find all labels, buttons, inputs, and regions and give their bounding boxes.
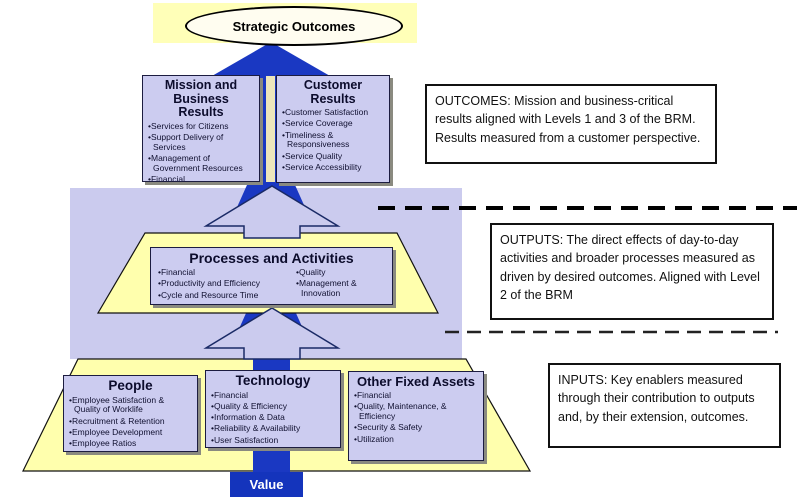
bullet-item: • Employee Satisfaction & Quality of Worklife xyxy=(69,396,192,416)
bullet-item: • Financial xyxy=(354,391,478,401)
bullet-item: • Service Quality xyxy=(282,152,384,162)
people-box-items xyxy=(69,396,192,449)
bullet-item: • Information & Data xyxy=(211,413,335,423)
outcomes-note: OUTCOMES: Mission and business-critical results aligned with Levels 1 and 3 of the BRM. Results measured from a customer perspective. xyxy=(425,84,717,164)
other-fixed-assets-box-items xyxy=(354,391,478,444)
technology-box-title: Technology xyxy=(235,373,311,388)
mission-box-title: Mission and Business Results xyxy=(164,78,238,119)
technology-box xyxy=(205,370,341,448)
strategic-outcomes-label: Strategic Outcomes xyxy=(232,18,356,34)
bullet-item: • Financial xyxy=(158,268,296,278)
mission-box-items xyxy=(148,122,254,183)
mission-business-results-box xyxy=(142,75,260,182)
technology-box-items xyxy=(211,391,335,446)
bullet-item: • Cycle and Resource Time xyxy=(158,291,296,301)
processes-box-title: Processes and Activities xyxy=(189,250,354,266)
bullet-item: • Service Coverage xyxy=(282,119,384,129)
bullet-item: • Reliability & Availability xyxy=(211,424,335,434)
value-bar xyxy=(230,472,303,497)
people-box xyxy=(63,375,198,452)
bullet-item: • Employee Development xyxy=(69,428,192,438)
bullet-item: • Employee Ratios xyxy=(69,439,192,449)
people-box-title: People xyxy=(108,378,153,393)
bullet-item: • Quality, Maintenance, & Efficiency xyxy=(354,402,478,422)
value-label: Value xyxy=(249,477,284,492)
processes-activities-box xyxy=(150,247,393,305)
bullet-item: • Security & Safety xyxy=(354,423,478,433)
bullet-item: • Financial xyxy=(211,391,335,401)
bullet-item: • Financial xyxy=(148,175,254,182)
bullet-item: • Management of Government Resources xyxy=(148,154,254,174)
other-fixed-assets-box xyxy=(348,371,484,461)
processes-box-items-left xyxy=(158,268,296,302)
bullet-item: • Productivity and Efficiency xyxy=(158,279,296,289)
bullet-item: • User Satisfaction xyxy=(211,436,335,446)
bullet-item: • Services for Citizens xyxy=(148,122,254,132)
processes-box-columns xyxy=(156,268,387,302)
bullet-item: • Management & Innovation xyxy=(296,279,385,299)
other-fixed-assets-box-title: Other Fixed Assets xyxy=(356,374,475,389)
bullet-item: • Service Accessibility xyxy=(282,163,384,173)
bullet-item: • Timeliness & Responsiveness xyxy=(282,131,384,151)
outputs-note: OUTPUTS: The direct effects of day-to-day activities and broader processes measured as driven by desired outcomes. Aligned with Level 2 of the BRM xyxy=(490,223,774,320)
shaft-highlight-stripe xyxy=(266,76,275,182)
processes-box-items-right xyxy=(296,268,385,302)
bullet-item: • Utilization xyxy=(354,435,478,445)
bullet-item: • Quality xyxy=(296,268,385,278)
bullet-item: • Customer Satisfaction xyxy=(282,108,384,118)
bullet-item: • Support Delivery of Services xyxy=(148,133,254,153)
customer-results-box xyxy=(276,75,390,183)
inputs-note: INPUTS: Key enablers measured through their contribution to outputs and, by their extension, outcomes. xyxy=(548,363,781,448)
customer-box-title: Customer Results xyxy=(303,78,363,106)
bullet-item: • Recruitment & Retention xyxy=(69,417,192,427)
customer-box-items xyxy=(282,108,384,173)
bullet-item: • Quality & Efficiency xyxy=(211,402,335,412)
strategic-outcomes-ellipse xyxy=(185,6,403,46)
